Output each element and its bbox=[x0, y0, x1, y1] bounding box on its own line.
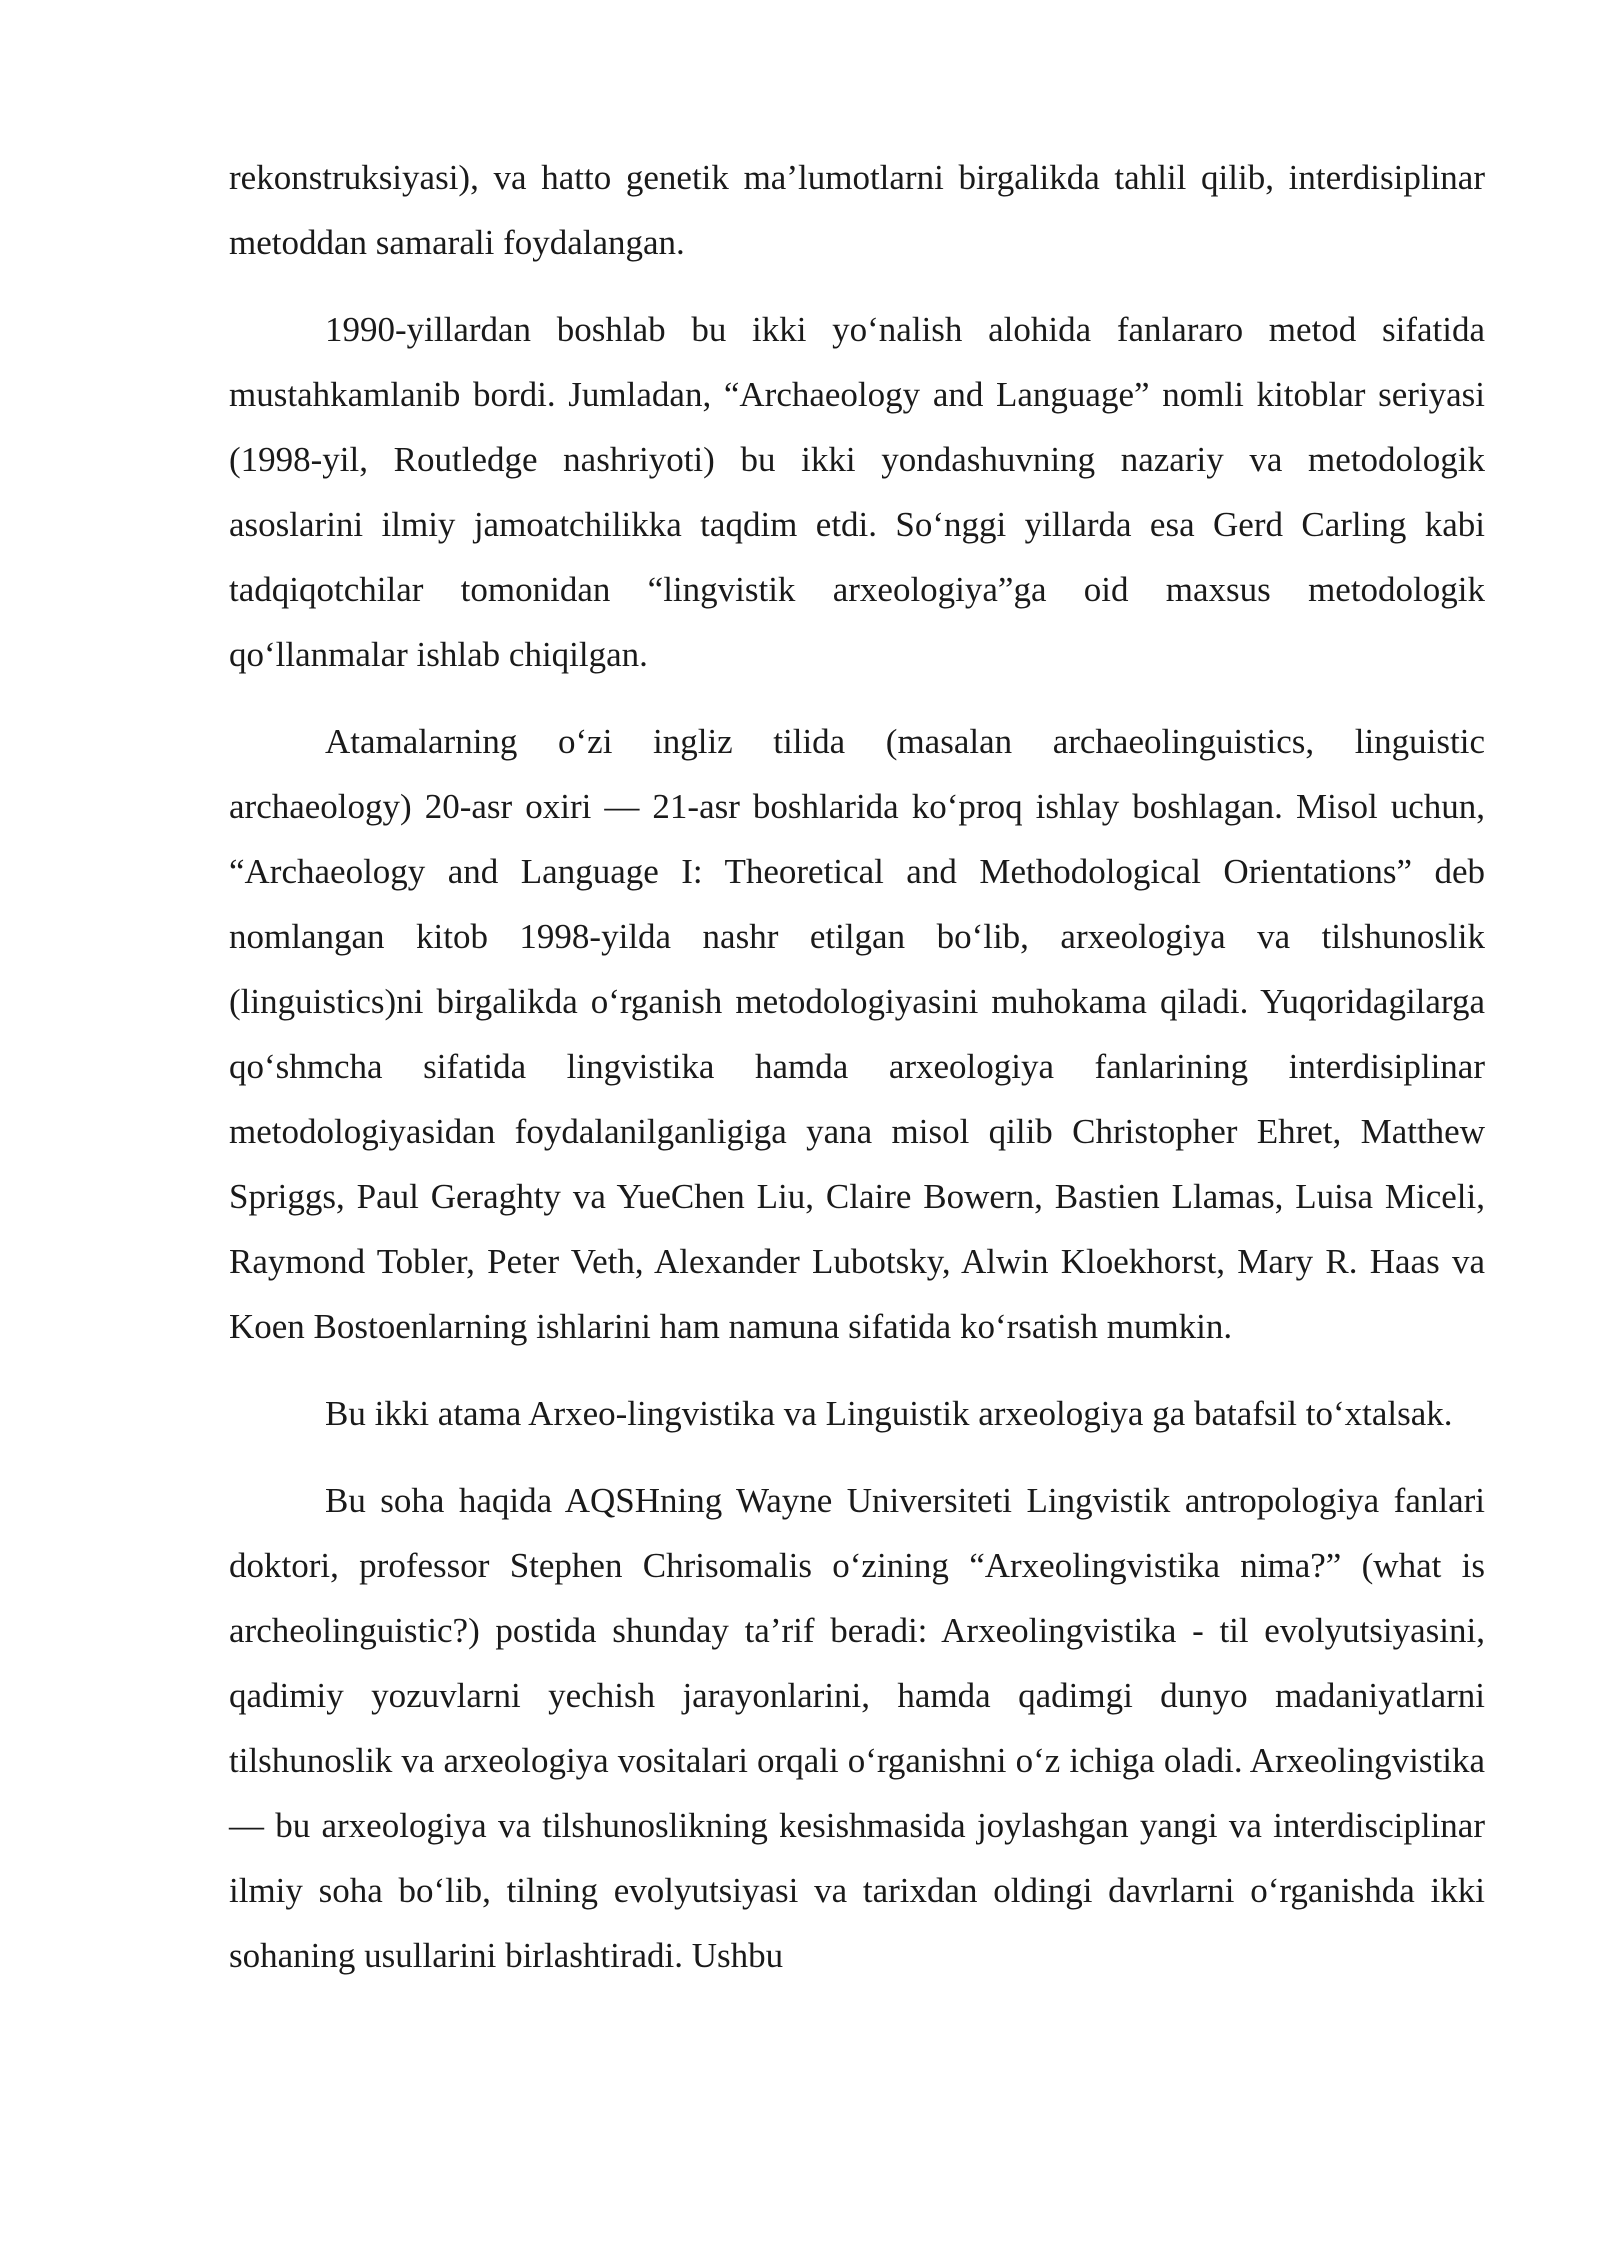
paragraph-definition: Bu soha haqida AQSHning Wayne Universiteti Lingvistik antropologiya fanlari doktori, professor Stephen Chrisomalis o‘zining “Arxeolingvistika nima?” (what is archeolinguistic?) postida shunday ta’rif beradi: Arxeolingvistika - til evolyutsiyasini, qadimiy yozuvlarni yechish jarayonlarini, hamda qadimgi dunyo madaniyatlarni tilshunoslik va arxeologiya vositalari orqali o‘rganishni o‘z ichiga oladi. Arxeolingvistika — bu arxeologiya va tilshunoslikning kesishmasida joylashgan yangi va interdisciplinar ilmiy soha bo‘lib, tilning evolyutsiyasi va tarixdan oldingi davrlarni o‘rganishda ikki sohaning usullarini birlashtiradi. Ushbu bbox=[229, 1481, 1485, 1975]
paragraph-terminology: Atamalarning o‘zi ingliz tilida (masalan archaeolinguistics, linguistic archaeology) 20-asr oxiri — 21-asr boshlarida ko‘proq ishlay boshlagan. Misol uchun, “Archaeology and Language I: Theoretical and Methodological Orientations” deb nomlangan kitob 1998-yilda nashr etilgan bo‘lib, arxeologiya va tilshunoslik (linguistics)ni birgalikda o‘rganish metodologiyasini muhokama qiladi. Yuqoridagilarga qo‘shmcha sifatida lingvistika hamda arxeologiya fanlarining interdisiplinar metodologiyasidan foydalanilganligiga yana misol qilib Christopher Ehret, Matthew Spriggs, Paul Geraghty va YueChen Liu, Claire Bowern, Bastien Llamas, Luisa Miceli, Raymond Tobler, Peter Veth, Alexander Lubotsky, Alwin Kloekhorst, Mary R. Haas va Koen Bostoenlarning ishlarini ham namuna sifatida ko‘rsatish mumkin. bbox=[229, 722, 1485, 1346]
paragraph-continuation: rekonstruksiyasi), va hatto genetik ma’lumotlarni birgalikda tahlil qilib, interdisiplinar metoddan samarali foydalangan. bbox=[229, 158, 1485, 262]
paragraph-two-terms: Bu ikki atama Arxeo-lingvistika va Linguistik arxeologiya ga batafsil to‘xtalsak. bbox=[325, 1394, 1453, 1433]
document-body bbox=[229, 145, 1485, 2010]
paragraph-history-1990s: 1990-yillardan boshlab bu ikki yo‘nalish alohida fanlararo metod sifatida mustahkamlanib bordi. Jumladan, “Archaeology and Language” nomli kitoblar seriyasi (1998-yil, Routledge nashriyoti) bu ikki yondashuvning nazariy va metodologik asoslarini ilmiy jamoatchilikka taqdim etdi. So‘nggi yillarda esa Gerd Carling kabi tadqiqotchilar tomonidan “lingvistik arxeologiya”ga oid maxsus metodologik qo‘llanmalar ishlab chiqilgan. bbox=[229, 310, 1485, 674]
